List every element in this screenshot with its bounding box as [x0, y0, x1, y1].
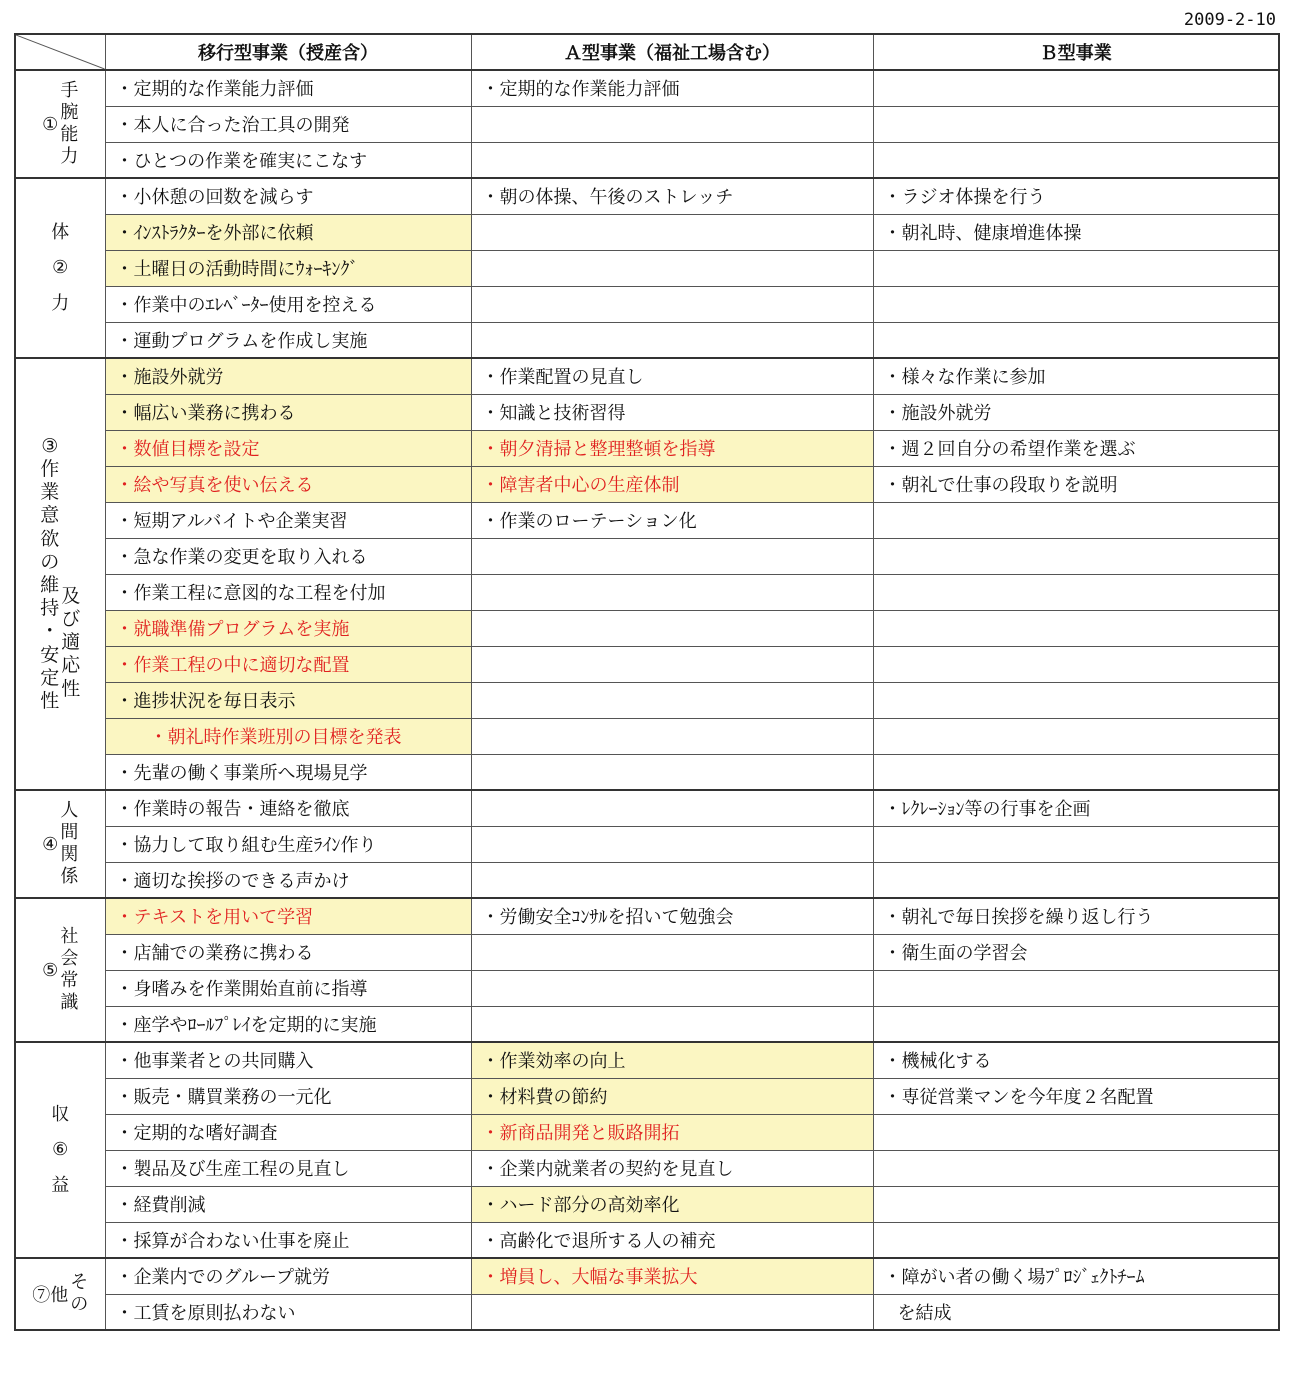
- category-label-col2: [61, 585, 80, 701]
- cell: ・労働安全ｺﾝｻﾙを招いて勉強会: [471, 898, 873, 934]
- cell: [471, 790, 873, 826]
- cell: ・施設外就労: [873, 394, 1279, 430]
- cell: ・専従営業マンを今年度２名配置: [873, 1078, 1279, 1114]
- cell: [471, 682, 873, 718]
- table-row: [15, 178, 1279, 214]
- cell: ・就職準備プログラムを実施: [105, 610, 471, 646]
- table-row: [15, 898, 1279, 934]
- category-char: 関: [60, 844, 79, 865]
- table-row: [15, 1258, 1279, 1294]
- table-row: [15, 430, 1279, 466]
- cell: ・知識と技術習得: [471, 394, 873, 430]
- cell: [873, 1222, 1279, 1258]
- category-number: ⑤: [42, 959, 59, 981]
- category-char: 性: [40, 689, 60, 712]
- category-label: [70, 1272, 88, 1316]
- cell: [873, 862, 1279, 898]
- category-char: 及: [61, 584, 81, 607]
- cell: ・企業内でのグループ就労: [105, 1258, 471, 1294]
- header-row: [15, 34, 1279, 70]
- cell: ・ﾚｸﾚｰｼｮﾝ等の行事を企画: [873, 790, 1279, 826]
- cell: ・幅広い業務に携わる: [105, 394, 471, 430]
- cell: ・朝の体操、午後のストレッチ: [471, 178, 873, 214]
- category-char: 性: [61, 677, 81, 700]
- cell: [873, 250, 1279, 286]
- category-char: の: [40, 550, 60, 573]
- cell: ・作業中のｴﾚﾍﾞｰﾀｰ使用を控える: [105, 286, 471, 322]
- category-char: 益: [51, 1174, 70, 1196]
- cell: ・様々な作業に参加: [873, 358, 1279, 394]
- cell: [471, 106, 873, 142]
- table-row: [15, 1222, 1279, 1258]
- cell: [471, 142, 873, 178]
- header-transition: 移行型事業（授産含）: [105, 34, 471, 70]
- cell: [873, 574, 1279, 610]
- cell: [873, 718, 1279, 754]
- category-char: 作: [40, 458, 60, 481]
- cell: [873, 970, 1279, 1006]
- cell: [873, 1186, 1279, 1222]
- category-motivation: [15, 358, 105, 790]
- table-row: [15, 718, 1279, 754]
- category-char: 力: [51, 292, 70, 314]
- table-row: [15, 574, 1279, 610]
- category-char: 手: [60, 80, 79, 102]
- cell: ・テキストを用いて学習: [105, 898, 471, 934]
- cell: [873, 1150, 1279, 1186]
- category-number: ②: [52, 257, 69, 279]
- cell: [471, 1006, 873, 1042]
- category-char: 安: [40, 643, 60, 666]
- cell: ・週２回自分の希望作業を選ぶ: [873, 430, 1279, 466]
- table-row: [15, 502, 1279, 538]
- cell: [873, 286, 1279, 322]
- category-label-col1: [40, 435, 59, 713]
- cell: ・先輩の働く事業所へ現場見学: [105, 754, 471, 790]
- cell: ・短期アルバイトや企業実習: [105, 502, 471, 538]
- cell: ・作業効率の向上: [471, 1042, 873, 1078]
- cell: ・販売・購買業務の一元化: [105, 1078, 471, 1114]
- cell: ・作業時の報告・連絡を徹底: [105, 790, 471, 826]
- category-number: ⑥: [52, 1139, 69, 1161]
- cell: ・作業のローテーション化: [471, 502, 873, 538]
- cell: ・作業工程に意図的な工程を付加: [105, 574, 471, 610]
- category-char: 能: [60, 124, 79, 145]
- category-label: [51, 215, 69, 320]
- cell: ・進捗状況を毎日表示: [105, 682, 471, 718]
- table-row: [15, 142, 1279, 178]
- table-row: [15, 394, 1279, 430]
- cell: [873, 502, 1279, 538]
- category-stamina: [15, 178, 105, 358]
- category-revenue: [15, 1042, 105, 1258]
- cell: [873, 538, 1279, 574]
- cell: ・座学やﾛｰﾙﾌﾟﾚｲを定期的に実施: [105, 1006, 471, 1042]
- table-row: [15, 214, 1279, 250]
- table-row: [15, 754, 1279, 790]
- category-char: 社: [60, 926, 79, 948]
- category-char: 応: [61, 654, 81, 677]
- cell: ・朝礼で仕事の段取りを説明: [873, 466, 1279, 502]
- category-char: 人: [60, 800, 79, 822]
- table-row: [15, 358, 1279, 394]
- cell: [873, 1114, 1279, 1150]
- cell: ・ハード部分の高効率化: [471, 1186, 873, 1222]
- cell: ・朝礼で毎日挨拶を繰り返し行う: [873, 898, 1279, 934]
- cell: ・増員し、大幅な事業拡大: [471, 1258, 873, 1294]
- cell: [873, 70, 1279, 106]
- cell: ・経費削減: [105, 1186, 471, 1222]
- cell: ・他事業者との共同購入: [105, 1042, 471, 1078]
- cell: [873, 610, 1279, 646]
- category-label: [60, 800, 78, 888]
- table-row: [15, 1078, 1279, 1114]
- category-char: 腕: [60, 102, 79, 124]
- cell: [471, 322, 873, 358]
- cell: ・機械化する: [873, 1042, 1279, 1078]
- table-row: [15, 1006, 1279, 1042]
- category-char: 体: [51, 222, 70, 244]
- category-other: [15, 1258, 105, 1330]
- table-row: [15, 934, 1279, 970]
- category-char: び: [61, 608, 81, 631]
- category-number: ⑦他: [32, 1285, 69, 1306]
- cell: [471, 214, 873, 250]
- category-label: [60, 926, 78, 1014]
- table-row: [15, 862, 1279, 898]
- cell: [471, 610, 873, 646]
- cell: [471, 646, 873, 682]
- cell: ・製品及び生産工程の見直し: [105, 1150, 471, 1186]
- cell: ・数値目標を設定: [105, 430, 471, 466]
- category-number: ①: [42, 113, 59, 135]
- measures-table: [14, 33, 1280, 1331]
- category-char: 収: [51, 1104, 70, 1126]
- cell: ・障害者中心の生産体制: [471, 466, 873, 502]
- cell: ・適切な挨拶のできる声かけ: [105, 862, 471, 898]
- cell: ・高齢化で退所する人の補充: [471, 1222, 873, 1258]
- cell: ・朝夕清掃と整理整頓を指導: [471, 430, 873, 466]
- category-char: 欲: [40, 527, 60, 550]
- table-row: [15, 1042, 1279, 1078]
- table-row: [15, 250, 1279, 286]
- cell: ・ひとつの作業を確実にこなす: [105, 142, 471, 178]
- category-char: 維: [40, 574, 60, 596]
- category-char: 力: [60, 145, 79, 167]
- cell: [873, 646, 1279, 682]
- category-number: ④: [42, 833, 59, 855]
- cell: ・ラジオ体操を行う: [873, 178, 1279, 214]
- cell: ・店舗での業務に携わる: [105, 934, 471, 970]
- table-row: [15, 322, 1279, 358]
- cell: ・衛生面の学習会: [873, 934, 1279, 970]
- cell: [873, 322, 1279, 358]
- category-char: 係: [60, 865, 79, 887]
- cell: [471, 1294, 873, 1330]
- cell: を結成: [873, 1294, 1279, 1330]
- cell: ・協力して取り組む生産ﾗｲﾝ作り: [105, 826, 471, 862]
- category-char: 定: [40, 666, 60, 689]
- table-row: [15, 1186, 1279, 1222]
- cell: ・絵や写真を使い伝える: [105, 466, 471, 502]
- cell: ・小休憩の回数を減らす: [105, 178, 471, 214]
- table-row: [15, 646, 1279, 682]
- table-row: [15, 826, 1279, 862]
- cell: [471, 250, 873, 286]
- cell: ・工賃を原則払わない: [105, 1294, 471, 1330]
- category-char: 会: [60, 948, 79, 970]
- table-row: [15, 682, 1279, 718]
- table-row: [15, 790, 1279, 826]
- category-char: 意: [40, 504, 60, 527]
- cell: ・新商品開発と販路開拓: [471, 1114, 873, 1150]
- table-row: [15, 1294, 1279, 1330]
- header-type-a: Ａ型事業（福祉工場含む）: [471, 34, 873, 70]
- category-char: ・: [40, 620, 60, 643]
- cell: ・企業内就業者の契約を見直し: [471, 1150, 873, 1186]
- cell: ・運動プログラムを作成し実施: [105, 322, 471, 358]
- corner-cell: [15, 34, 105, 70]
- table-row: [15, 610, 1279, 646]
- cell: ・定期的な嗜好調査: [105, 1114, 471, 1150]
- category-char: 間: [60, 822, 79, 844]
- category-char: 識: [60, 991, 79, 1013]
- cell: [873, 754, 1279, 790]
- cell: [471, 538, 873, 574]
- cell: [471, 754, 873, 790]
- cell: ・作業工程の中に適切な配置: [105, 646, 471, 682]
- category-char: 常: [60, 970, 79, 991]
- cell: [873, 142, 1279, 178]
- table-row: [15, 70, 1279, 106]
- cell: ・採算が合わない仕事を廃止: [105, 1222, 471, 1258]
- document-date: 2009-2-10: [1183, 10, 1276, 30]
- cell: [471, 862, 873, 898]
- cell: ・ｲﾝｽﾄﾗｸﾀｰを外部に依頼: [105, 214, 471, 250]
- cell: ・急な作業の変更を取り入れる: [105, 538, 471, 574]
- cell: [873, 106, 1279, 142]
- cell: ・定期的な作業能力評価: [471, 70, 873, 106]
- cell: [873, 682, 1279, 718]
- category-relationships: [15, 790, 105, 898]
- cell: ・材料費の節約: [471, 1078, 873, 1114]
- table-row: [15, 286, 1279, 322]
- cell: [471, 934, 873, 970]
- cell: [471, 826, 873, 862]
- category-social-common-sense: [15, 898, 105, 1042]
- category-char: の: [70, 1294, 89, 1315]
- cell: ・定期的な作業能力評価: [105, 70, 471, 106]
- cell: [471, 286, 873, 322]
- table-row: [15, 1150, 1279, 1186]
- category-manual-skill: [15, 70, 105, 178]
- cell: [471, 970, 873, 1006]
- cell: [471, 574, 873, 610]
- cell: ・施設外就労: [105, 358, 471, 394]
- cell: [873, 826, 1279, 862]
- cell: ・土曜日の活動時間にｳｫｰｷﾝｸﾞ: [105, 250, 471, 286]
- category-label: [51, 1097, 69, 1202]
- category-number: ③: [41, 434, 59, 457]
- diagonal-line-icon: [16, 35, 105, 69]
- cell: [873, 1006, 1279, 1042]
- cell: ・朝礼時、健康増進体操: [873, 214, 1279, 250]
- cell: ・作業配置の見直し: [471, 358, 873, 394]
- table-row: [15, 1114, 1279, 1150]
- cell: ・身嗜みを作業開始直前に指導: [105, 970, 471, 1006]
- table-row: [15, 466, 1279, 502]
- header-type-b: Ｂ型事業: [873, 34, 1279, 70]
- cell: ・本人に合った治工具の開発: [105, 106, 471, 142]
- table-row: [15, 970, 1279, 1006]
- cell: ・障がい者の働く場ﾌﾟﾛｼﾞｪｸﾄﾁｰﾑ: [873, 1258, 1279, 1294]
- cell: ・朝礼時作業班別の目標を発表: [105, 718, 471, 754]
- category-char: 適: [61, 631, 81, 654]
- table-row: [15, 538, 1279, 574]
- category-label: [60, 80, 78, 168]
- category-char: そ: [70, 1272, 89, 1294]
- table-row: [15, 106, 1279, 142]
- category-char: 業: [40, 481, 60, 504]
- cell: [471, 718, 873, 754]
- category-char: 持: [40, 597, 60, 620]
